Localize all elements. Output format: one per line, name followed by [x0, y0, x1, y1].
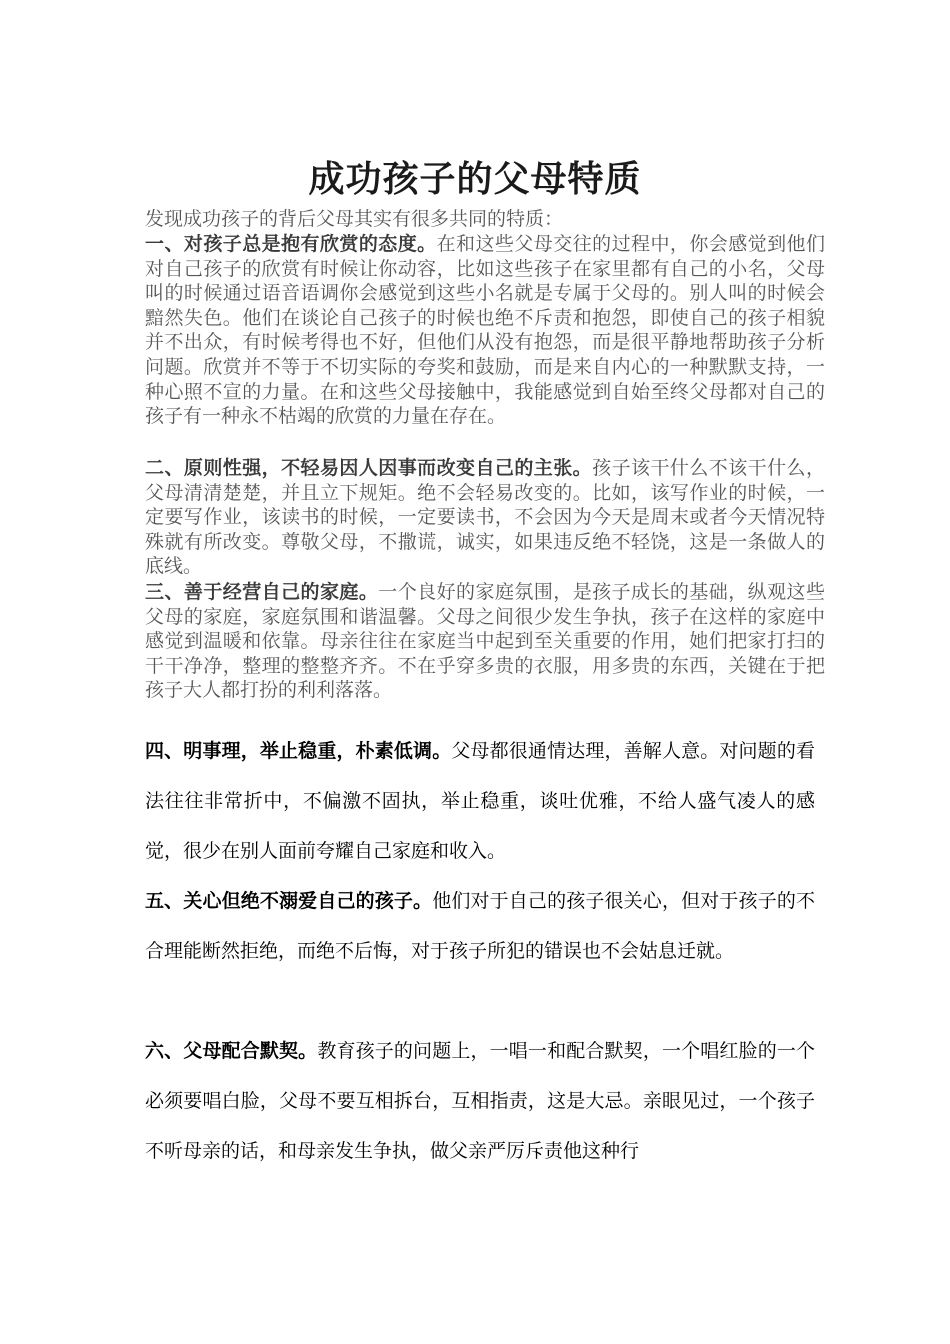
section-2-body: 孩子该干什么不该干什么，父母清清楚楚，并且立下规矩。绝不会轻易改变的。比如，该写作业的时候，一定要写作业，该读书的时候，一定要读书，不会因为今天是周末或者今天情况特殊就有所改变。尊敬父母，不撒谎，诚实，如果违反绝不轻饶，这是一条做人的底线。 [145, 457, 825, 578]
section-3-heading: 三、善于经营自己的家庭。 [145, 581, 379, 603]
section-3-body: 一个良好的家庭氛围，是孩子成长的基础，纵观这些父母的家庭，家庭氛围和谐温馨。父母之间很少发生争执，孩子在这样的家庭中感觉到温暖和依靠。母亲往往在家庭当中起到至关重要的作用，她们把家打扫的干干净净，整理的整整齐齐。不在乎穿多贵的衣服，用多贵的东西，关键在于把孩子大人都打扮的利利落落。 [145, 581, 825, 702]
section-4-body: 父母都很通情达理，善解人意。对问题的看法往往非常折中，不偏激不固执，举止稳重，谈吐优雅，不给人盛气凌人的感觉，很少在别人面前夸耀自己家庭和收入。 [145, 740, 815, 862]
document-title: 成功孩子的父母特质 [308, 159, 642, 200]
section-6-body: 教育孩子的问题上，一唱一和配合默契，一个唱红脸的一个必须要唱白脸，父母不要互相拆台，互相指责，这是大忌。亲眼见过，一个孩子不听母亲的话，和母亲发生争执，做父亲严厉斥责他这种行 [145, 1040, 815, 1162]
section-5 [145, 876, 815, 976]
intro-text: 发现成功孩子的背后父母其实有很多共同的特质： [145, 208, 564, 230]
section-4 [145, 726, 815, 876]
section-5-paragraph [145, 876, 815, 976]
section-4-paragraph [145, 726, 815, 876]
section-2 [145, 456, 825, 579]
section-5-heading: 五、关心但绝不溺爱自己的孩子。 [145, 890, 433, 912]
section-6 [145, 1026, 815, 1176]
section-4-heading: 四、明事理，举止稳重，朴素低调。 [145, 740, 452, 762]
section-6-paragraph [145, 1026, 815, 1176]
section-1-heading: 一、对孩子总是抱有欣赏的态度。 [145, 233, 437, 255]
section-2-heading: 二、原则性强，不轻易因人因事而改变自己的主张。 [145, 457, 593, 479]
section-1-body: 在和这些父母交往的过程中，你会感觉到他们对自己孩子的欣赏有时候让你动容，比如这些孩子在家里都有自己的小名，父母叫的时候通过语音语调你会感觉到这些小名就是专属于父母的。别人叫的时候会黯然失色。他们在谈论自己孩子的时候也绝不斥责和抱怨，即使自己的孩子相貌并不出众，有时候考得也不好，但他们从没有抱怨，而是很平静地帮助孩子分析问题。欣赏并不等于不切实际的夸奖和鼓励，而是来自内心的一种默默支持，一种心照不宣的力量。在和这些父母接触中，我能感觉到自始至终父母都对自己的孩子有一种永不枯竭的欣赏的力量在存在。 [145, 233, 825, 428]
section-5-body: 他们对于自己的孩子很关心，但对于孩子的不合理能断然拒绝，而绝不后悔，对于孩子所犯的错误也不会姑息迁就。 [145, 890, 815, 962]
section-3 [145, 580, 825, 703]
intro-paragraph [145, 207, 825, 232]
section-3-paragraph [145, 580, 825, 703]
section-6-heading: 六、父母配合默契。 [145, 1040, 318, 1062]
section-2-paragraph [145, 456, 825, 579]
section-1-paragraph [145, 232, 825, 429]
section-1 [145, 232, 825, 429]
